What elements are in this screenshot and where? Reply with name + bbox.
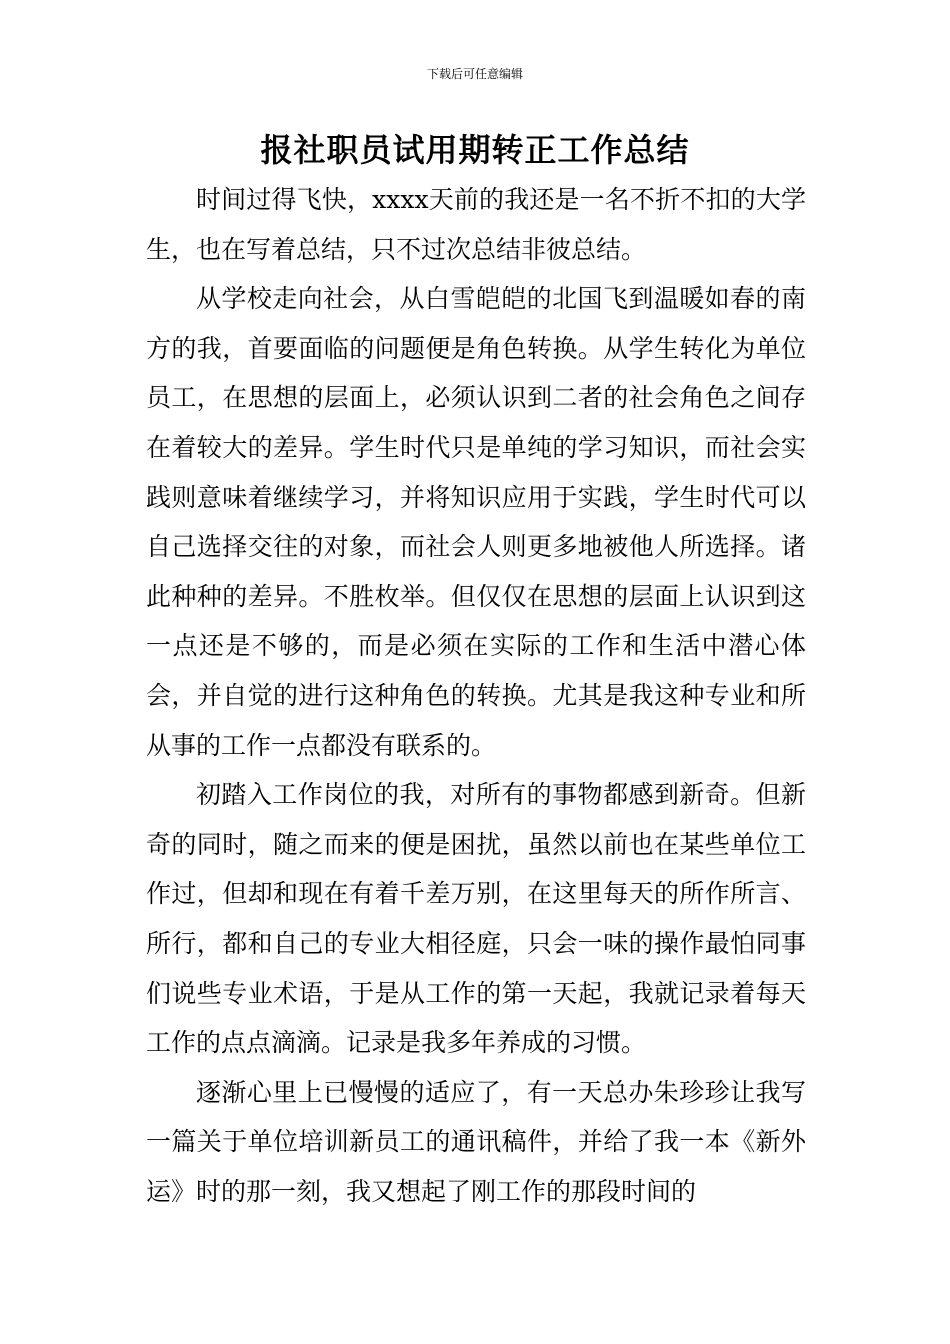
paragraph-4: 逐渐心里上已慢慢的适应了，有一天总办朱珍珍让我写一篇关于单位培训新员工的通讯稿件，并给了我一本《新外运》时的那一刻，我又想起了刚工作的那段时间的: [146, 1077, 806, 1206]
paragraph-2: 从学校走向社会，从白雪皑皑的北国飞到温暖如春的南方的我，首要面临的问题便是角色转换。从学生转化为单位员工，在思想的层面上，必须认识到二者的社会角色之间存在着较大的差异。学生时代只是单纯的学习知识，而社会实践则意味着继续学习，并将知识应用于实践，学生时代可以自己选择交往的对象，而社会人则更多地被他人所选择。诸此种种的差异。不胜枚举。但仅仅在思想的层面上认识到这一点还是不够的，而是必须在实际的工作和生活中潜心体会，并自觉的进行这种角色的转换。尤其是我这种专业和所从事的工作一点都没有联系的。: [146, 284, 806, 760]
paragraph-1: 时间过得飞快，xxxx天前的我还是一名不折不扣的大学生，也在写着总结，只不过次总结非彼总结。: [146, 185, 806, 264]
header-note: 下载后可任意编辑: [426, 67, 523, 81]
paragraph-3: 初踏入工作岗位的我，对所有的事物都感到新奇。但新奇的同时，随之而来的便是困扰，虽然以前也在某些单位工作过，但却和现在有着千差万别，在这里每天的所作所言、所行，都和自己的专业大相径庭，只会一味的操作最怕同事们说些专业术语，于是从工作的第一天起，我就记录着每天工作的点点滴滴。记录是我多年养成的习惯。: [146, 780, 806, 1058]
page-title: 报社职员试用期转正工作总结: [260, 131, 690, 169]
document-body: [146, 175, 806, 1216]
